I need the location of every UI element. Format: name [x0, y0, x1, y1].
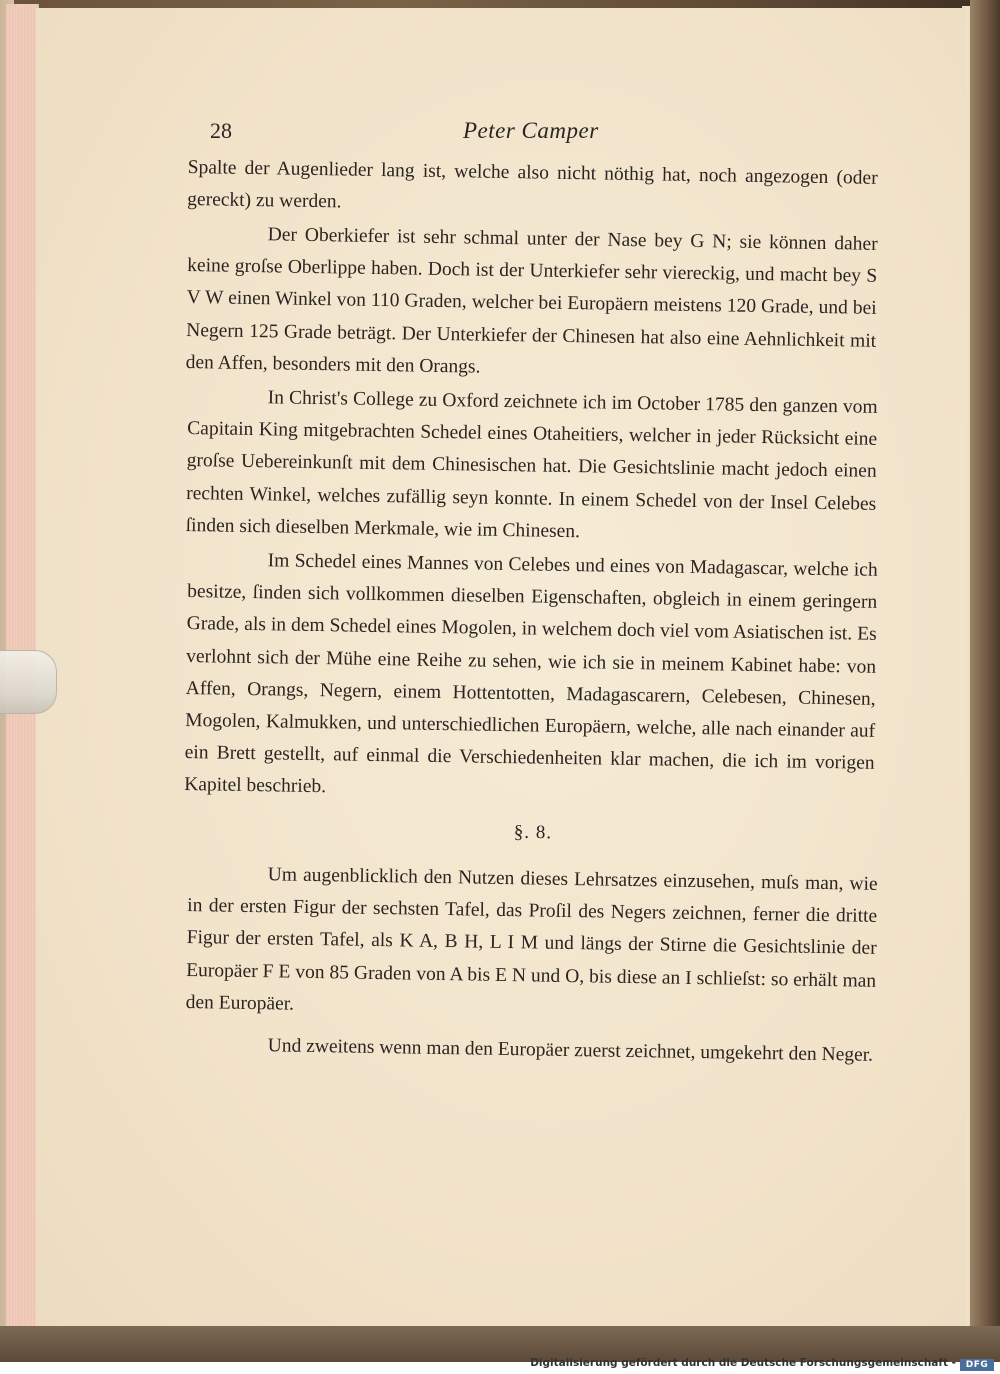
book-cover-right-edge [970, 0, 1000, 1362]
paragraph-4: Im Schedel eines Mannes von Celebes und eines von Madagascar, welche ich besitze, ſinden sich vollkommen dieselben Eigenschaften, obgleich in einem geringern Grade, als in dem Schedel eines Mogolen, in welchem doch viel vom Asiatischen ist. Es verlohnt sich der Mühe eine Reihe zu sehen, wie ich sie in meinem Kabinet habe: von Affen, Orangs, Negern, einem Hottentotten, Madagascarern, Celebesen, Chinesen, Mogolen, Kalmukken, und unterschiedlichen Europäern, welche, alle nach einander auf ein Brett gestellt, auf einmal die Verschiedenheiten klar machen, die ich im vorigen Kapitel beschrieb. [184, 550, 878, 799]
digitization-credit: Digitalisierung gefördert durch die Deutsche Forschungsgemeinschaft - [530, 1357, 956, 1369]
section-heading: §. 8. [513, 821, 553, 844]
page-text-block [184, 112, 878, 1066]
page-number: 28 [210, 118, 232, 143]
running-head: Peter Camper [463, 118, 599, 143]
page-clip [0, 650, 57, 714]
paragraph-6: Und zweitens wenn man den Europäer zuerst zeichnet, umgekehrt den Neger. [267, 1035, 874, 1066]
paragraph-2: Der Oberkiefer ist sehr schmal unter der Nase bey G N; sie können daher keine groſse Oberlippe haben. Doch ist der Unterkiefer sehr viereckig, und macht bey S V W einen Winkel von 110 Graden, welcher bei Europäern meistens 120 Grade, und bei Negern 125 Grade beträgt. Der Unterkiefer der Chinesen hat also eine Aehnlichkeit mit den Affen, besonders mit den Orangs. [185, 224, 878, 378]
paragraph-5: Um augenblicklich den Nutzen dieses Lehrsatzes einzusehen, muſs man, wie in der ersten Figur der sechsten Tafel, das Proſil des Negers zeichnen, ferner die dritte Figur der ersten Tafel, als K A, B H, L I M und längs der Stirne die Gesichtslinie der Europäer F E von 85 Graden von A bis E N und O, bis diese an I schlieſst: so erhält man den Europäer. [185, 864, 878, 1015]
paragraph-3: In Christ's College zu Oxford zeichnete ich im October 1785 den ganzen vom Capitain King mitgebrachten Schedel eines Otaheitiers, welcher in jeder Rücksicht eine groſse Uebereinkunſt mit dem Chinesischen hat. Die Gesichtslinie macht jedoch einen rechten Winkel, welches zufällig seyn konnte. In einem Schedel von der Insel Celebes ſinden sich dieselben Merkmale, wie im Chinesen. [185, 387, 878, 543]
page-header [188, 112, 878, 152]
paragraph-1: Spalte der Augenlieder lang ist, welche also nicht nöthig hat, noch angezogen (oder gereckt) zu werden. [187, 156, 878, 213]
dfg-logo: DFG [960, 1359, 994, 1371]
